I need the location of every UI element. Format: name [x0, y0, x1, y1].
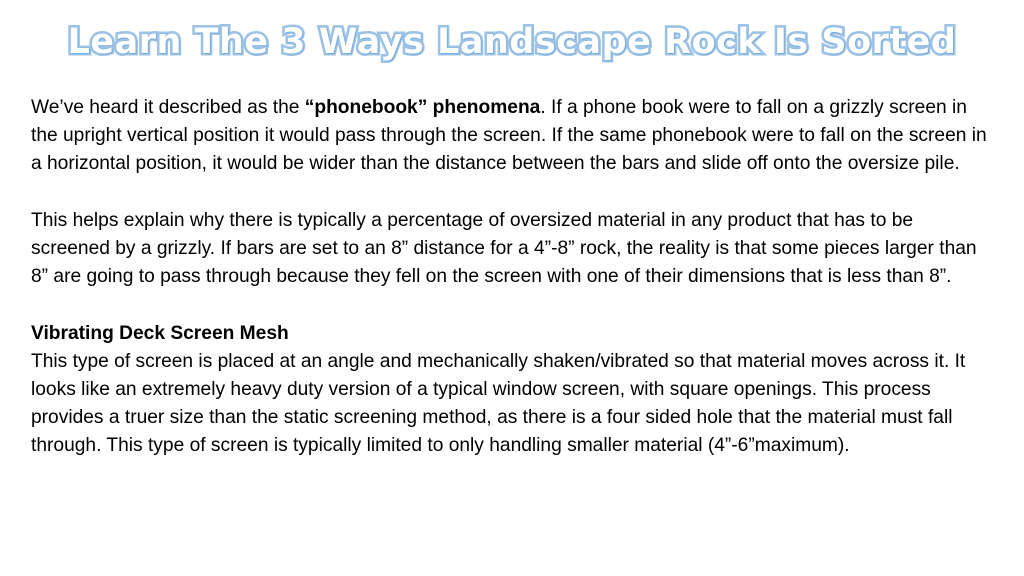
oversize-paragraph: This helps explain why there is typically a percentage of oversized material in any product that has to be screened by a grizzly. If bars are set to an 8” distance for a 4”-8” rock, the reality is that some pieces larger than 8” are going to pass through because they fell on the screen with one of their dimensions that is less than 8”. [31, 209, 977, 288]
phonebook-paragraph [31, 94, 997, 179]
phonebook-phenomena-term: “phonebook” phenomena [304, 97, 541, 118]
paragraph1-rest: . If a phone book were to fall on a grizzly screen in the upright vertical position it would pass through the screen. If the same phonebook were to fall on the screen in a horizontal position, it would be wider than the distance between the bars and slide off onto the oversize pile. [31, 97, 987, 175]
slide-title: Learn The 3 Ways Landscape Rock Is Sorted [67, 22, 957, 62]
section-paragraph: This type of screen is placed at an angle and mechanically shaken/vibrated so that material moves across it. It looks like an extremely heavy duty version of a typical window screen, with square openings. This process provides a truer size than the static screening method, as there is a four sided hole that the material must fall through. This type of screen is typically limited to only handling smaller material (4”-6”maximum). [31, 350, 966, 457]
slide-body [31, 94, 997, 461]
section-heading: Vibrating Deck Screen Mesh [31, 322, 289, 344]
paragraph1-intro: We’ve heard it described as the [31, 97, 305, 118]
